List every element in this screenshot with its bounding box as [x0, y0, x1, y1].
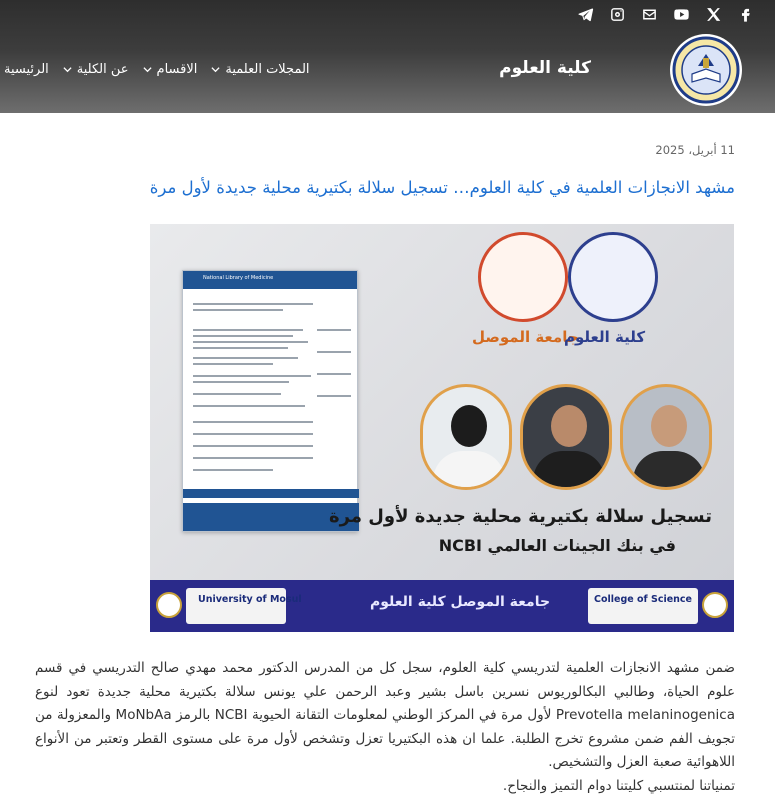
- nav-home-label: الرئيسية: [4, 62, 49, 77]
- post-paragraph: ضمن مشهد الانجازات العلمية لتدريسي كلية العلوم، سجل كل من المدرس الدكتور محمد مهدي صالح التدريسي في قسم علوم الحياة، وطالبي البكالوريوس نسرين باسل بشير وعبد الرحمن علي يونس سلالة بكتيرية محلية جديدة تعود لنوع Prevotella melaninogenica لأول مرة في المركز الوطني لمعلومات التقانة الحيوية NCBI بالرمز MoNbAa والمعزولة من تجويف الفم ضمن مشروع تخرج الطلبة. علما ان هذه البكتيريا تعزل وتشخص لأول مرة على مستوى القطر وتعتبر من الأنواع اللاهوائية صعبة العزل والتشخيص.: [35, 660, 735, 770]
- nav-journals-label: المجلات العلمية: [225, 62, 310, 77]
- banner-caption-line1: تسجيل سلالة بكتيرية محلية جديدة لأول مرة: [329, 506, 712, 527]
- college-logo[interactable]: [670, 34, 742, 106]
- chevron-down-icon: [143, 65, 152, 74]
- ncbi-record-screenshot: [182, 270, 358, 532]
- post-image: [150, 224, 734, 632]
- photo-student-female: [420, 384, 512, 490]
- main-nav: [4, 62, 310, 77]
- college-name: كلية العلوم: [564, 328, 646, 346]
- telegram-icon[interactable]: [569, 4, 601, 24]
- chevron-down-icon: [211, 65, 220, 74]
- site-header: [0, 0, 775, 113]
- site-title[interactable]: كلية العلوم: [499, 58, 591, 78]
- nav-about[interactable]: [63, 62, 129, 77]
- post-paragraph: تمنياتنا لمنتسبي كليتنا دوام التميز والنجاح.: [502, 777, 735, 794]
- youtube-icon[interactable]: [665, 4, 697, 24]
- post-body: [35, 657, 735, 798]
- email-icon[interactable]: [633, 4, 665, 24]
- post-date: 11 أبريل، 2025: [655, 143, 735, 157]
- ncbi-header-text: National Library of Medicine: [203, 275, 274, 281]
- university-name: جامعة الموصل: [472, 328, 579, 346]
- banner-caption-line2: في بنك الجينات العالمي NCBI: [438, 536, 676, 555]
- nav-departments[interactable]: [143, 62, 198, 77]
- strip-college-label: College of Science: [594, 594, 692, 605]
- instagram-icon[interactable]: [601, 4, 633, 24]
- post-title[interactable]: مشهد الانجازات العلمية في كلية العلوم… تسجيل سلالة بكتيرية محلية جديدة لأول مرة: [149, 178, 735, 197]
- social-links: [569, 4, 761, 24]
- photo-student-male: [520, 384, 612, 490]
- college-seal-small: [702, 592, 728, 618]
- strip-university-label: University of Mosul: [198, 594, 302, 605]
- facebook-icon[interactable]: [729, 4, 761, 24]
- chevron-down-icon: [63, 65, 72, 74]
- nav-home[interactable]: [4, 62, 49, 77]
- ncbi-button-bar: [183, 489, 359, 498]
- banner-footer-strip: [150, 580, 734, 632]
- college-seal: [568, 232, 658, 322]
- nav-departments-label: الاقسام: [156, 62, 198, 77]
- university-seal-small: [156, 592, 182, 618]
- nav-about-label: عن الكلية: [76, 62, 129, 77]
- university-seal: [478, 232, 568, 322]
- ncbi-topbar: [183, 271, 357, 289]
- strip-center-text: جامعة الموصل كلية العلوم: [370, 594, 551, 610]
- nav-journals[interactable]: [211, 62, 309, 77]
- photo-supervisor: [620, 384, 712, 490]
- x-icon[interactable]: [697, 4, 729, 24]
